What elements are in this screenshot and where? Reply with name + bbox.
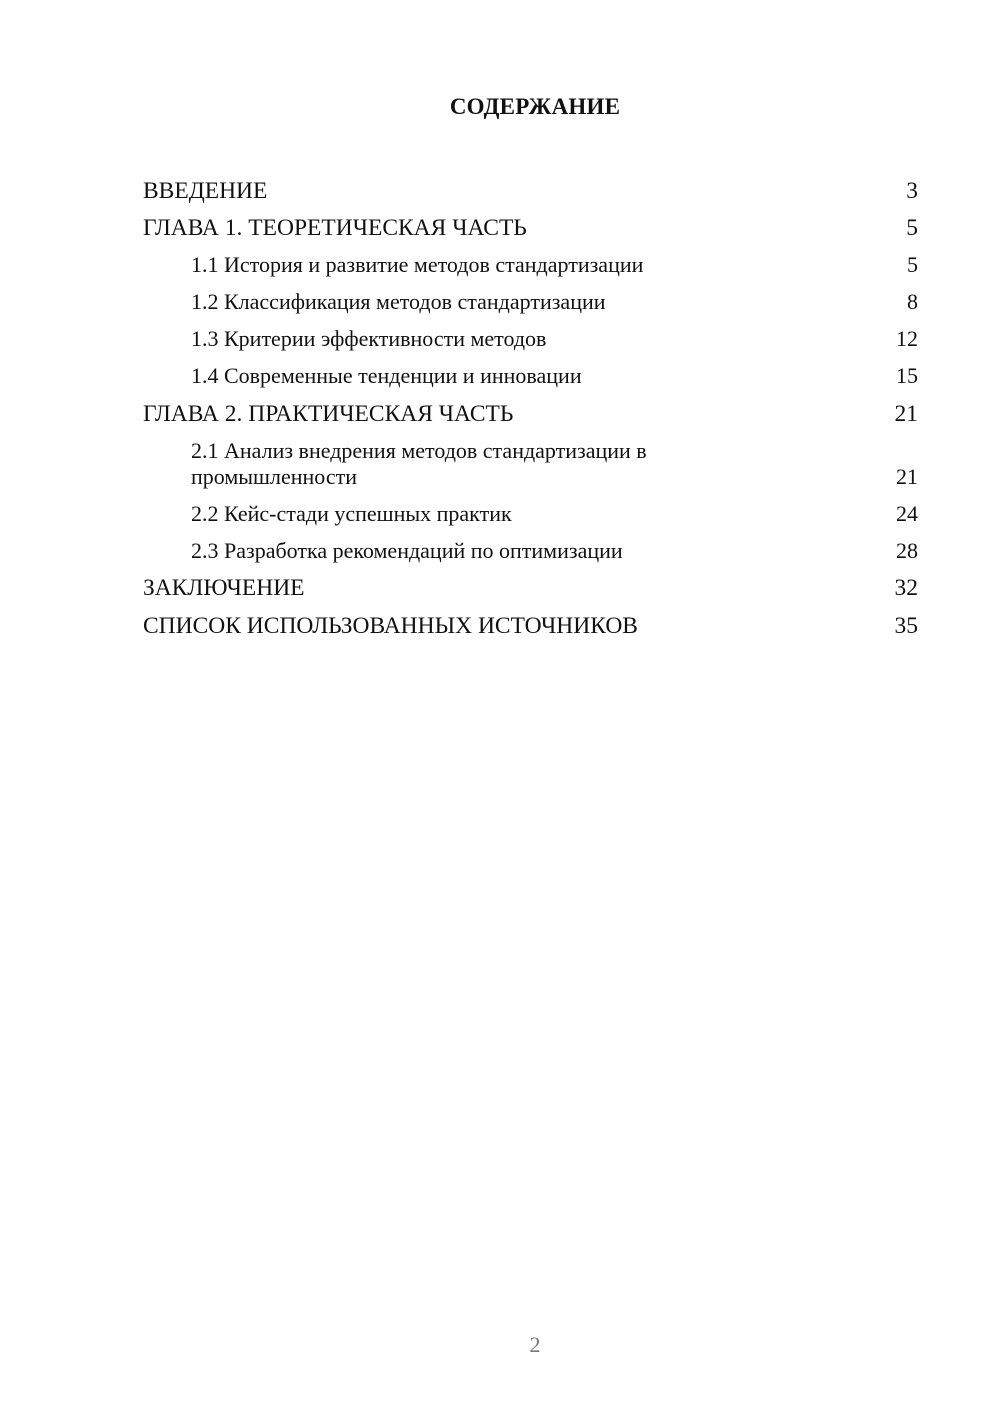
toc-entry-label: 1.2 Классификация методов стандартизации	[191, 289, 606, 314]
toc-entry-page: 32	[894, 575, 918, 601]
toc-entry-label: 2.2 Кейс-стади успешных практик	[191, 500, 512, 526]
toc-entry-references[interactable]	[143, 605, 918, 643]
toc-entry-section-1-4[interactable]	[143, 356, 918, 393]
toc-entry-introduction[interactable]	[143, 170, 918, 208]
toc-entry-label: ГЛАВА 1. ТЕОРЕТИЧЕСКАЯ ЧАСТЬ	[143, 215, 527, 241]
toc-entry-section-1-2[interactable]	[143, 282, 918, 319]
toc-entry-section-2-2[interactable]	[143, 494, 918, 531]
toc-entry-page: 21	[896, 463, 918, 489]
toc-entry-page: 8	[907, 289, 918, 314]
page-title: СОДЕРЖАНИЕ	[449, 94, 621, 119]
toc-entry-page: 12	[896, 326, 918, 351]
toc-entry-page: 15	[896, 363, 918, 388]
table-of-contents	[143, 170, 918, 643]
toc-entry-chapter-2[interactable]	[143, 393, 918, 431]
page-number: 2	[529, 1332, 541, 1357]
toc-entry-section-2-1[interactable]	[143, 431, 918, 494]
toc-entry-chapter-1[interactable]	[143, 208, 918, 246]
toc-entry-page: 24	[896, 500, 918, 526]
toc-entry-label: СПИСОК ИСПОЛЬЗОВАННЫХ ИСТОЧНИКОВ	[143, 612, 638, 639]
toc-entry-label: 1.1 История и развитие методов стандартизации	[191, 252, 644, 277]
toc-entry-label: 2.3 Разработка рекомендаций по оптимизации	[191, 537, 623, 563]
toc-entry-label: ВВЕДЕНИЕ	[143, 177, 268, 204]
toc-entry-label: ГЛАВА 2. ПРАКТИЧЕСКАЯ ЧАСТЬ	[143, 400, 514, 427]
toc-entry-page: 35	[894, 612, 918, 639]
toc-entry-page: 5	[907, 252, 918, 277]
toc-entry-section-2-3[interactable]	[143, 531, 918, 568]
toc-entry-label: ЗАКЛЮЧЕНИЕ	[143, 575, 305, 601]
toc-entry-label: 2.1 Анализ внедрения методов стандартизации в промышленности	[191, 437, 647, 489]
toc-entry-page: 28	[896, 537, 918, 563]
toc-entry-section-1-1[interactable]	[143, 245, 918, 282]
toc-entry-section-1-3[interactable]	[143, 319, 918, 356]
toc-entry-page: 3	[906, 177, 918, 204]
toc-entry-page: 5	[906, 215, 918, 241]
toc-entry-page: 21	[894, 400, 918, 427]
toc-entry-conclusion[interactable]	[143, 568, 918, 606]
toc-entry-label: 1.3 Критерии эффективности методов	[191, 326, 547, 351]
toc-entry-label: 1.4 Современные тенденции и инновации	[191, 363, 582, 388]
